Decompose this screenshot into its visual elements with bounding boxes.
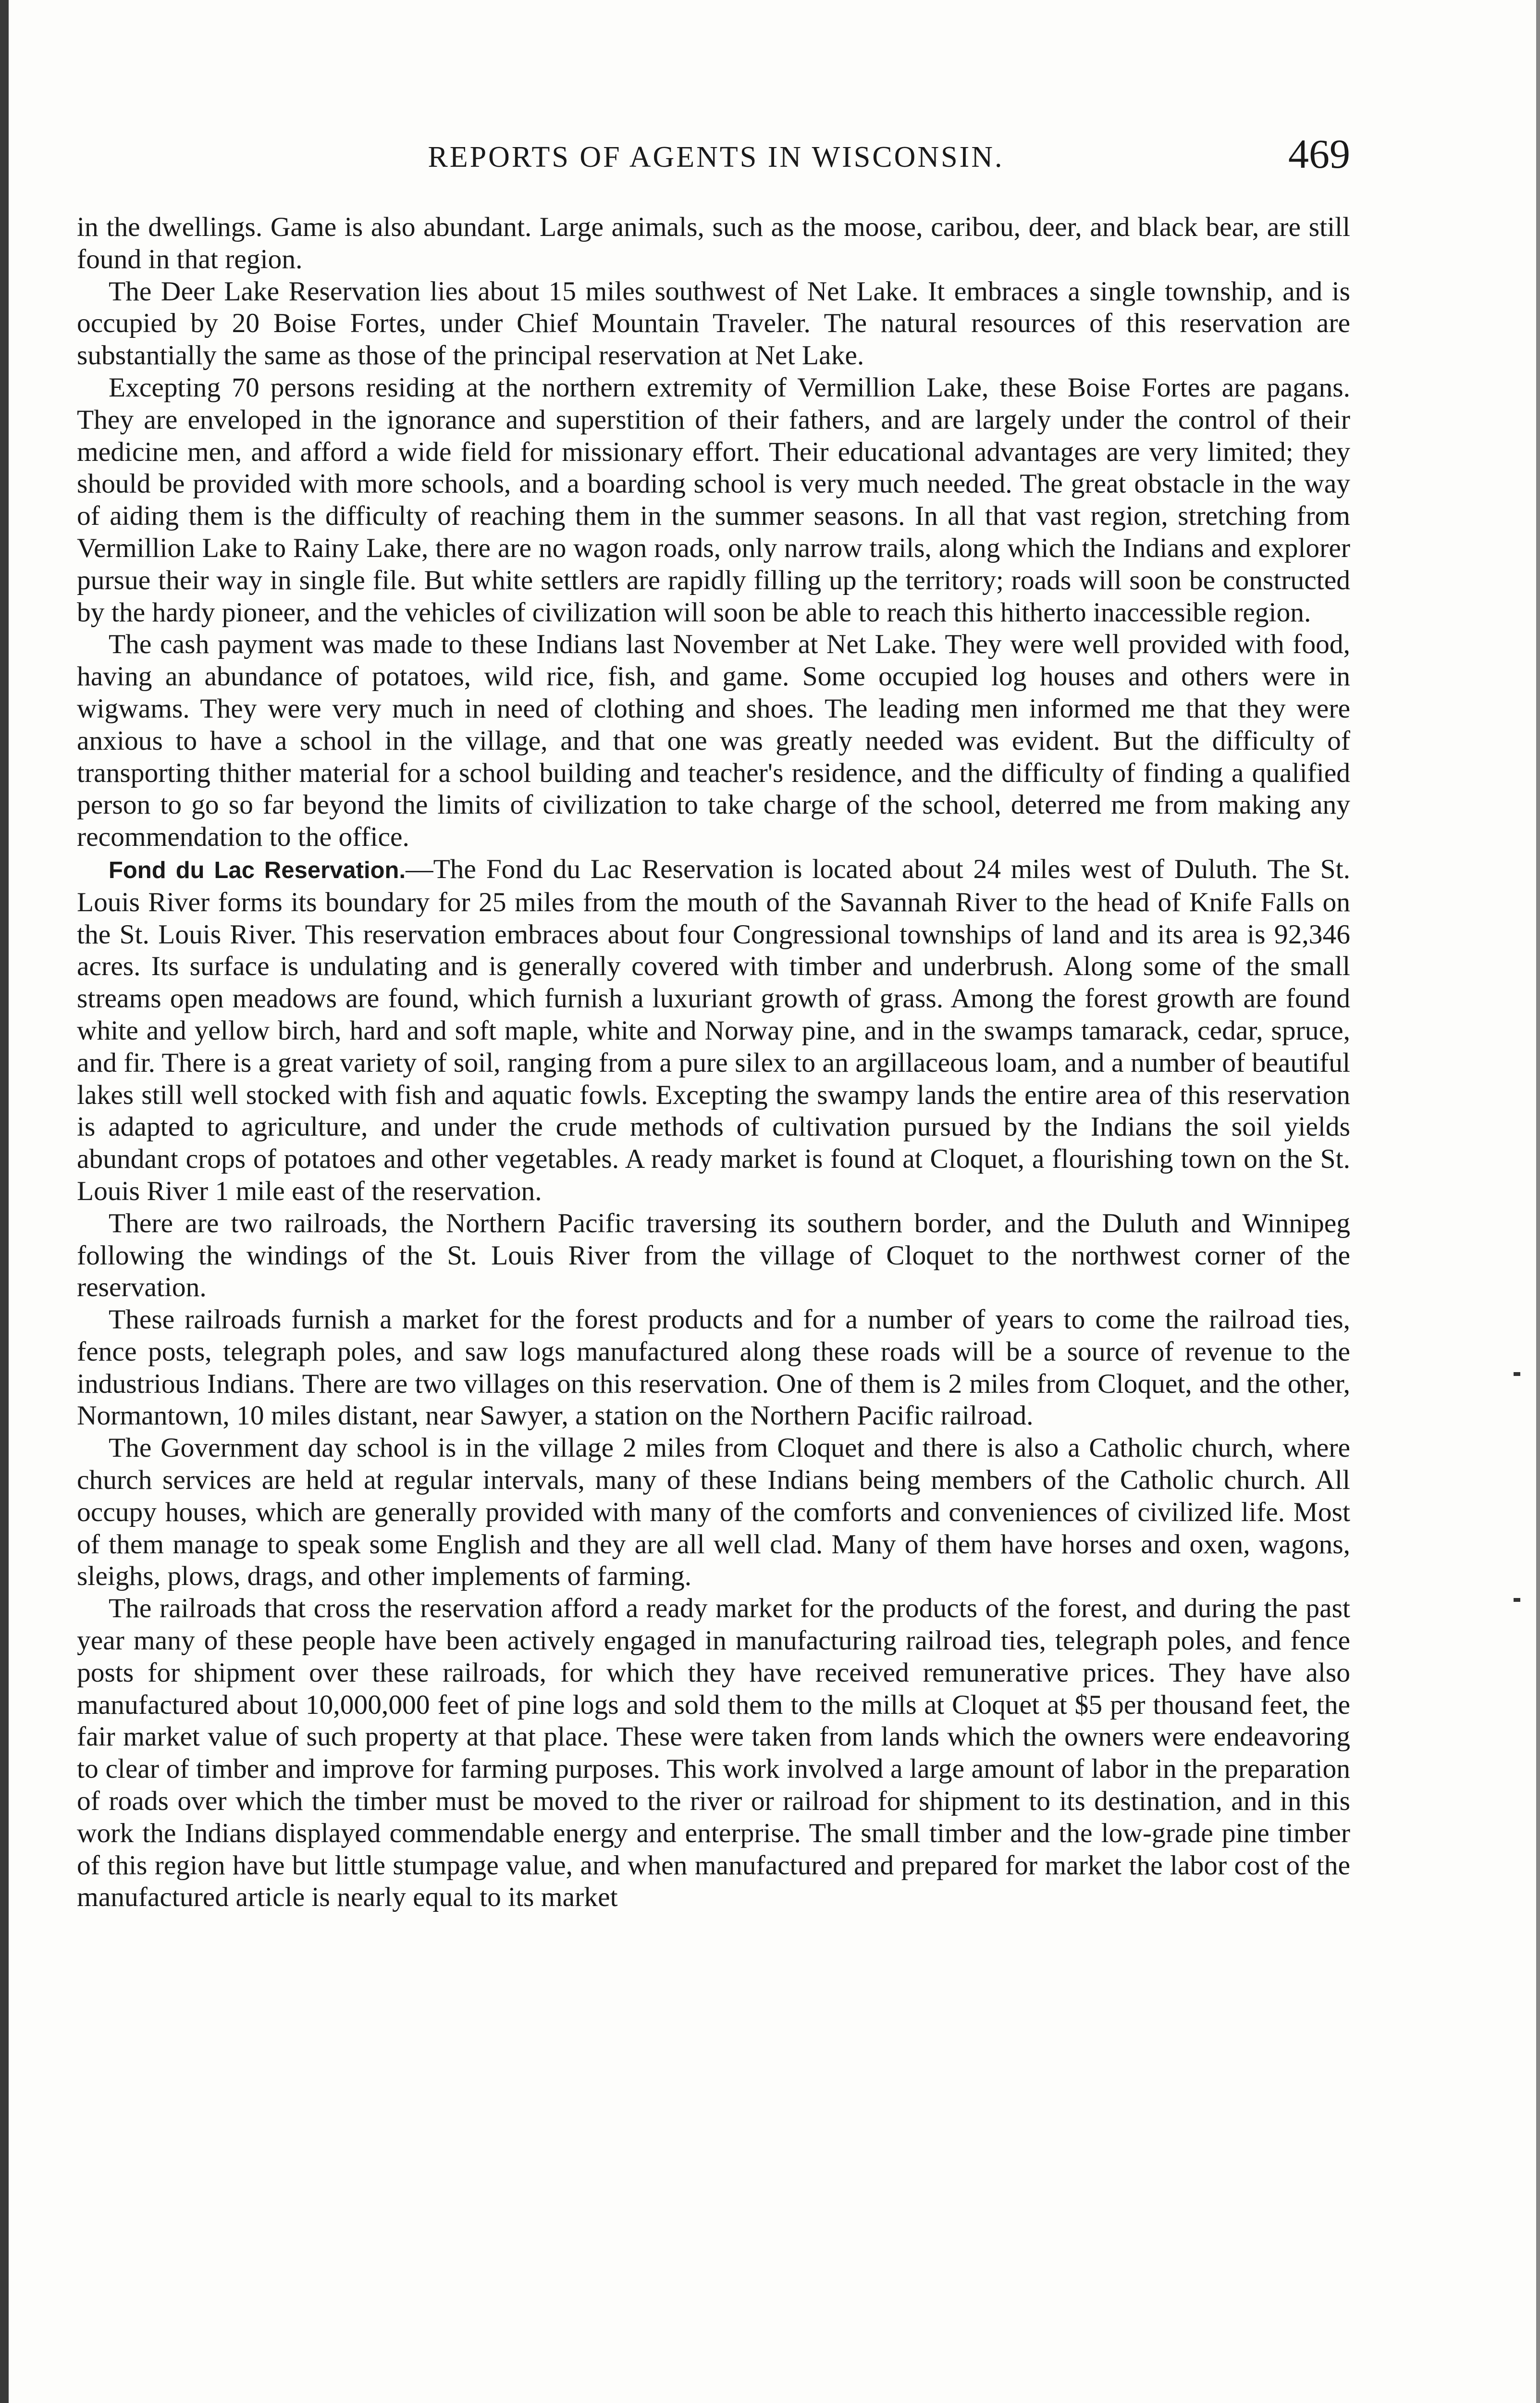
paragraph-day-school: The Government day school is in the village 2 miles from Cloquet and there is also a Catholic church, where church services are held at regular intervals, many of these Indians being members of the Catholic church. All occupy houses, which are generally provided with many of the comforts and conveniences of civilized life. Most of them manage to speak some English and they are all well clad. Many of them have horses and oxen, wagons, sleighs, plows, drags, and other implements of farming. bbox=[77, 1433, 1350, 1592]
body-text bbox=[77, 211, 1350, 1914]
margin-mark bbox=[1514, 1598, 1520, 1602]
running-head: REPORTS OF AGENTS IN WISCONSIN. bbox=[428, 141, 1004, 173]
fond-du-lac-text: —The Fond du Lac Reservation is located about 24 miles west of Duluth. The St. Louis River forms its boundary for 25 miles from the mouth of the Savannah River to the head of Knife Falls on the St. Louis River. This reservation embraces about four Congressional townships of land and its area is 92,346 acres. Its surface is undulating and is generally covered with timber and underbrush. Along some of the small streams open meadows are found, which furnish a luxuriant growth of grass. Among the forest growth are found white and yellow birch, hard and soft maple, white and Norway pine, and in the swamps tamarack, cedar, spruce, and fir. There is a great variety of soil, ranging from a pure silex to an argillaceous loam, and a number of beautiful lakes still well stocked with fish and aquatic fowls. Excepting the swampy lands the entire area of this reservation is adapted to agriculture, and under the crude methods of cultivation pursued by the Indians the soil yields abundant crops of potatoes and other vegetables. A ready market is found at Cloquet, a flourishing town on the St. Louis River 1 mile east of the reservation. bbox=[77, 854, 1351, 1206]
paragraph-fond-du-lac bbox=[77, 854, 1350, 1208]
paragraph-railroads: There are two railroads, the Northern Pacific traversing its southern border, and the Duluth and Winnipeg following the windings of the St. Louis River from the village of Cloquet to the northwest corner of the reservation. bbox=[77, 1208, 1350, 1303]
page-number: 469 bbox=[1288, 131, 1350, 177]
paragraph-boise-fortes: Excepting 70 persons residing at the northern extremity of Vermillion Lake, these Boise Fortes are pagans. They are enveloped in the ignorance and superstition of their fathers, and are largely under the control of their medicine men, and afford a wide field for missionary effort. Their educational advantages are very limited; they should be provided with more schools, and a boarding school is very much needed. The great obstacle in the way of aiding them is the difficulty of reaching them in the summer seasons. In all that vast region, stretching from Vermillion Lake to Rainy Lake, there are no wagon roads, only narrow trails, along which the Indians and explorer pursue their way in single file. But white settlers are rapidly filling up the territory; roads will soon be constructed by the hardy pioneer, and the vehicles of civilization will soon be able to reach this hitherto inaccessible region. bbox=[77, 372, 1350, 628]
paragraph-deer-lake: The Deer Lake Reservation lies about 15 miles southwest of Net Lake. It embraces a single township, and is occupied by 20 Boise Fortes, under Chief Mountain Traveler. The natural resources of this reservation are substantially the same as those of the principal reservation at Net Lake. bbox=[77, 276, 1350, 371]
paragraph-forest-products: These railroads furnish a market for the forest products and for a number of years to come the railroad ties, fence posts, telegraph poles, and saw logs manufactured along these roads will be a source of revenue to the industrious Indians. There are two villages on this reservation. One of them is 2 miles from Cloquet, and the other, Normantown, 10 miles distant, near Sawyer, a station on the Northern Pacific railroad. bbox=[77, 1304, 1350, 1431]
page-header bbox=[82, 130, 1350, 183]
paragraph-cash-payment: The cash payment was made to these Indians last November at Net Lake. They were well provided with food, having an abundance of potatoes, wild rice, fish, and game. Some occupied log houses and others were in wigwams. They were very much in need of clothing and shoes. The leading men informed me that they were anxious to have a school in the village, and that one was greatly needed was evident. But the difficulty of transporting thither material for a school building and teacher's residence, and the difficulty of finding a qualified person to go so far beyond the limits of civilization to take charge of the school, deterred me from making any recommendation to the office. bbox=[77, 629, 1350, 853]
paragraph-railroad-market: The railroads that cross the reservation afford a ready market for the products of the forest, and during the past year many of these people have been actively engaged in manufacturing railroad ties, telegraph poles, and fence posts for shipment over these railroads, for which they have received remunerative prices. They have also manufactured about 10,000,000 feet of pine logs and sold them to the mills at Cloquet at $5 per thousand feet, the fair market value of such property at that place. These were taken from lands which the owners were endeavoring to clear of timber and improve for farming purposes. This work involved a large amount of labor in the preparation of roads over which the timber must be moved to the river or railroad for shipment to its destination, and in this work the Indians displayed commendable energy and enterprise. The small timber and the low-grade pine timber of this region have but little stumpage value, and when manufactured and prepared for market the labor cost of the manufactured article is nearly equal to its market bbox=[77, 1593, 1350, 1913]
margin-mark bbox=[1514, 1372, 1520, 1376]
section-heading-fond-du-lac: Fond du Lac Reservation. bbox=[109, 857, 406, 883]
page-left-shadow bbox=[0, 0, 9, 2403]
page-right-edge bbox=[1536, 0, 1540, 2403]
paragraph-game-continued: in the dwellings. Game is also abundant. Large animals, such as the moose, caribou, deer, and black bear, are still found in that region. bbox=[77, 212, 1350, 274]
